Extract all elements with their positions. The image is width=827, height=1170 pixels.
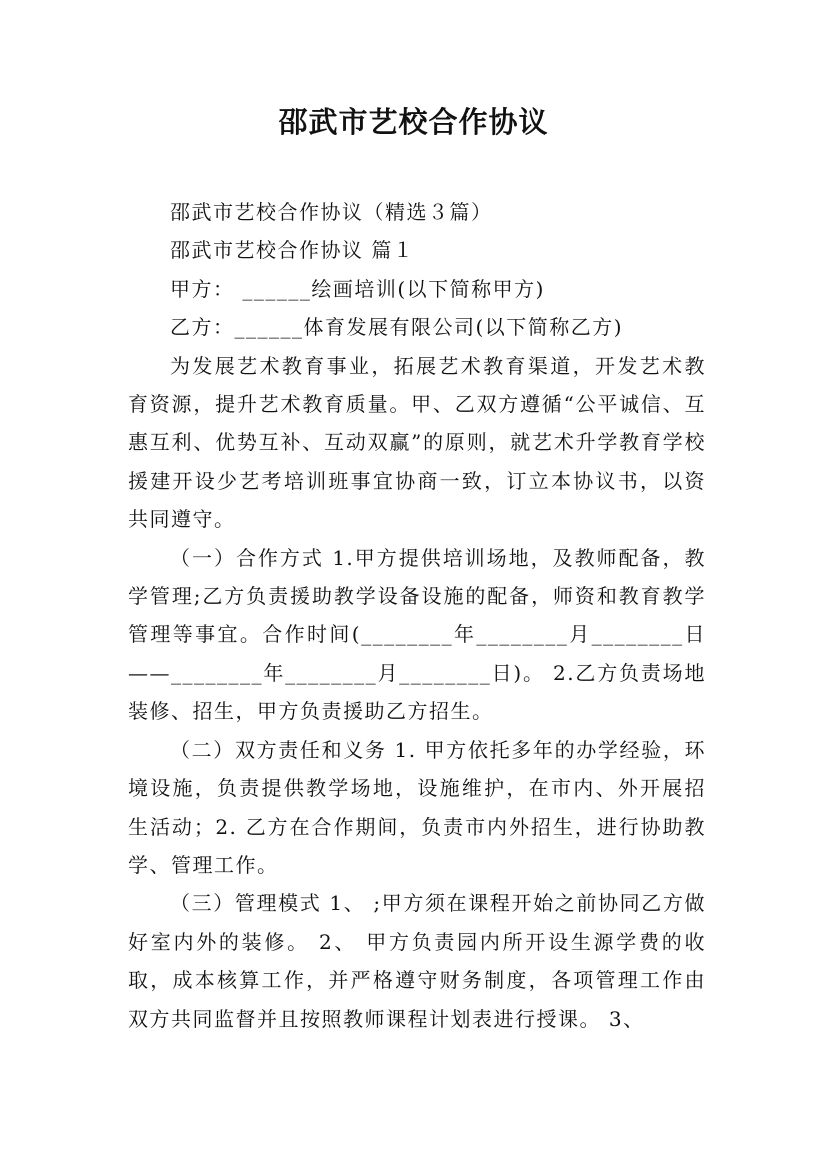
document-title: 邵武市艺校合作协议: [278, 105, 549, 139]
paragraph-party-b: 乙方：______体育发展有限公司(以下简称乙方): [170, 315, 624, 340]
paragraph-section-heading: 邵武市艺校合作协议 篇１: [170, 238, 415, 263]
paragraph-preamble: 为发展艺术教育事业，拓展艺术教育渠道，开发艺术教育资源，提升艺术教育质量。甲、乙双方遵循“公平诚信、互惠互利、优势互补、互动双赢”的原则，就艺术升学教育学校援建开设少艺考培训班事宜协商一致，订立本协议书，以资共同遵守。: [128, 353, 706, 532]
paragraph-party-a: 甲方： ______绘画培训(以下简称甲方): [170, 276, 545, 301]
paragraph-management-mode: （三）管理模式 1、 ;甲方须在课程开始之前协同乙方做好室内外的装修。 2、 甲方负责园内所开设生源学费的收取，成本核算工作，并严格遵守财务制度，各项管理工作由双方共同监督并且按照教师课程计划表进行授课。 3、: [128, 891, 706, 1031]
paragraph-cooperation-mode: （一）合作方式 1.甲方提供培训场地，及教师配备，教学管理;乙方负责援助教学设备设施的配备，师资和教育教学管理等事宜。合作时间(________年________月________日——________年________月________日)。 2.乙方负责场地装修、招生，甲方负责援助乙方招生。: [128, 545, 706, 724]
document-body: [128, 193, 706, 1038]
paragraph-responsibilities: （二）双方责任和义务 1. 甲方依托多年的办学经验，环境设施，负责提供教学场地，设施维护，在市内、外开展招生活动；2. 乙方在合作期间，负责市内外招生，进行协助教学、管理工作。: [128, 737, 706, 877]
paragraph-subtitle: 邵武市艺校合作协议（精选３篇）: [170, 200, 493, 224]
